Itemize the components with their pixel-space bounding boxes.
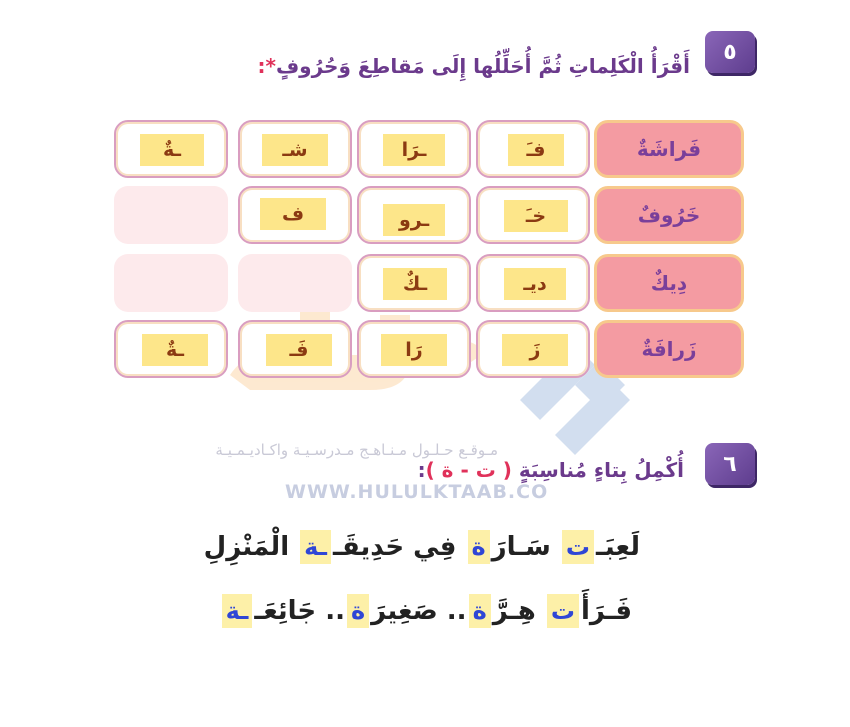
word-label: زَرافَةٌ [641, 337, 697, 361]
watermark-arabic-text: مـوقـع حـلـول مـنـاهـج مـدرسـيـة واكـاديـمـيـة [215, 441, 498, 459]
syllable-cell [357, 320, 471, 378]
sentence-text: فِي حَدِيقَـ [332, 532, 466, 562]
question-number-6 [705, 443, 755, 485]
syllable-tag: فـَ [508, 134, 564, 166]
syllable-cell [238, 120, 352, 178]
question-6-colon: : [417, 458, 426, 482]
syllable-cell [476, 320, 590, 378]
watermark-url-text: WWW.HULULKTAAB.CO [285, 481, 549, 503]
syllable-cell [114, 120, 228, 178]
syllable-cell-empty [114, 254, 228, 312]
syllable-tag: ـةٌ [140, 134, 204, 166]
syllable-cell [476, 254, 590, 312]
syllable-cell [114, 320, 228, 378]
syllable-cell [476, 120, 590, 178]
word-cell-zarafa [594, 320, 744, 378]
syllable-tag: فَـ [266, 334, 332, 366]
syllable-cell [238, 186, 352, 244]
syllable-tag: ـةٌ [142, 334, 208, 366]
answer-blank[interactable]: ة [469, 594, 491, 628]
syllable-tag: ـرو [383, 204, 445, 236]
answer-blank[interactable]: ت [562, 530, 594, 564]
syllable-cell [476, 186, 590, 244]
syllable-cell-empty [114, 186, 228, 244]
sentence-1 [204, 530, 640, 564]
syllable-tag: زَ [502, 334, 568, 366]
word-cell-deek [594, 254, 744, 312]
sentence-text: لَعِبَـ [596, 532, 640, 562]
answer-blank[interactable]: ة [468, 530, 490, 564]
syllable-cell [238, 320, 352, 378]
sentence-2 [220, 594, 632, 628]
syllable-tag: رَا [381, 334, 447, 366]
syllable-tag: شـ [262, 134, 328, 166]
answer-blank[interactable]: ـة [222, 594, 253, 628]
answer-blank[interactable]: ـة [300, 530, 331, 564]
syllable-cell [357, 254, 471, 312]
question-5-text: أَقْرَأُ الْكَلِماتِ ثُمَّ أُحَلِّلُها إِلَى مَقاطِعَ وَحُرُوفٍ [275, 54, 690, 78]
syllable-tag: ـكٌ [383, 268, 447, 300]
question-6-title [418, 458, 684, 482]
sentence-text: الْمَنْزِلِ [203, 532, 299, 562]
question-6-text: أُكْمِلُ بِتاءٍ مُناسِبَةٍ [518, 458, 684, 482]
question-5-mark: *: [257, 54, 276, 78]
sentence-text: .. صَغِيرَ [371, 596, 467, 626]
syllable-tag: ديـ [504, 268, 566, 300]
word-label: دِيكٌ [650, 271, 688, 295]
syllable-cell-empty [238, 254, 352, 312]
question-number-6-label: ٦ [723, 451, 737, 477]
syllable-tag: ف [260, 198, 326, 230]
sentence-text: فَـرَأَ [581, 596, 632, 626]
question-number-5-label: ٥ [723, 39, 737, 65]
syllable-cell [357, 120, 471, 178]
syllable-tag: خـَ [504, 200, 568, 232]
answer-blank[interactable]: ة [347, 594, 369, 628]
sentence-text: سَـارَ [491, 532, 560, 562]
question-6-letters: ( ت - ة ) [425, 458, 512, 482]
syllable-tag: ـرَا [383, 134, 445, 166]
syllable-cell [357, 186, 471, 244]
sentence-text: .. جَائِعَـ [254, 596, 345, 626]
word-label: خَرُوفٌ [637, 203, 701, 227]
word-cell-farasha [594, 120, 744, 178]
word-cell-kharouf [594, 186, 744, 244]
answer-blank[interactable]: ت [547, 594, 579, 628]
word-label: فَراشَةٌ [636, 137, 702, 161]
sentence-text: هِـرَّ [492, 596, 545, 626]
